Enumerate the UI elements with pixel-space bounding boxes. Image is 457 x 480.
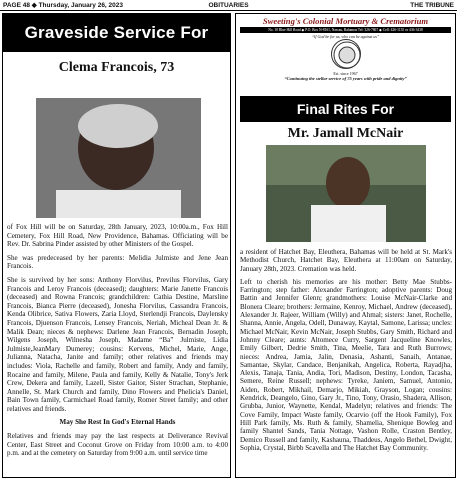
mortuary-seal-logo <box>331 39 361 69</box>
rest-line: May She Rest In God's Eternal Hands <box>59 418 176 427</box>
established-line: Est. since 1967 <box>333 71 358 76</box>
obituary-clema-francois <box>2 13 231 478</box>
portrait-photo <box>266 145 426 242</box>
viewing-details: Relatives and friends may pay the last respects at Deliverance Revival Center, East Street and Coconut Grove on Friday from 10:00 a.m. to 4:00 p.m. and at the cemetery on Saturday from 9:00 a.m. until service time <box>7 432 228 458</box>
obituary-text <box>7 223 228 463</box>
mortuary-tagline: “Continuing the stellar service of 75 years with pride and dignity” <box>284 76 407 81</box>
deceased-name: Clema Francois, 73 <box>58 60 175 75</box>
survived-by: She is survived by her sons: Anthony Florvilus, Previlus Florvilus, Gary Francois and Leroy Francois (deceased); daughters: Marie Janette Francois (deceased) and Rowna Francois; grandchildren: Cathia Destine, Marsline Francois, Bianca Pierre (deceased), Jonesha Florvilus, Cassandra Francois, Kenda Olibrice, Sativa Flowers, Zaria Lloyd, Sterlendji Francois, Daylensky Francois, Djuenson Francois, Lensey Francois, Neriah, Micheal Dean Jr. & Malik Dean; nieces & nephews: Darlene Jean Francois, Bernadin Joseph, Wilgens Joseph, Wilnesha Joseph, Madame “Ba” Julmiste, Lidia Julmiste,JeanMary Dumerey; cousins: Kervens, Michel, Marie, Ange, Julianna, Natacha, Janite and family; other relatives and friends may includes: Viola, Rachelle and family, Robert and family, Andy and family, Rocaine and family, Milene, Paula and family, Kelly & Natalie, Tony's Jerk Crew, Dekera and family, Lazell, Sister Gaitor, Sister Strachan, Stephanie, Annelle, St. Mark Church and family, Dino Flowers and Phelicia's Daniel, Bain Town family, Carmichael Road family, Romer Street family; and other relatives and friends. <box>7 275 228 413</box>
service-details: of Fox Hill will be on Saturday, 28th January, 2023, 10:00a.m., Fox Hill Cemetery, Fox Hill Road, New Providence, Bahamas. Officiating will be Rev. Dr. Sabrina Pinder assisted by other Ministers of the Gospel. <box>7 223 228 249</box>
deceased-name: Mr. Jamall McNair <box>287 126 404 141</box>
service-banner: Graveside Service For <box>3 14 230 52</box>
predeceased-by: She was predeceased by her parents: Melidia Julmiste and Jene Jean Francois. <box>7 253 228 271</box>
masthead <box>0 0 457 10</box>
paper-name: THE TRIBUNE <box>410 1 454 9</box>
service-details: a resident of Hatchet Bay, Eleuthera, Bahamas will be held at St. Mark's Methodist Church, Hatchet Bay, Eleuthera at 11:00am on Saturday, January 28th, 2023. Cremation was held. <box>240 248 452 273</box>
obituary-text <box>240 248 452 457</box>
service-banner: Final Rites For <box>240 96 451 122</box>
survived-by: Left to cherish his memories are his mother: Betty Mae Stubbs-Farrington; step father: Alexander Farrington; adoptive parents: Doug Battin and Jennifer Glenn; grandmothers: Louise McNair-Clarke and Blonera Cleare; brothers: Jermaine, Kenroy, Michael, Andrew (deceased), Alexander Jr. Rajeer, William (Willy) and Ahmal; sisters: Janet, Rochelle, Shanna, Annie, Angela, Odell, Dunaway, Kaytal, Samone, Larissa; uncles: Michael McNair, Kevin McNair, Joseph Stubbs, Gary Smith, Richard and Johnny Cleare; aunts: Altomece Curry, Sargent Jacqueline Knowles, Emily Gilbert, Dedrie Smith, Tina, Meelie, Tara and Ruth Burrows; nieces: Andrea, Jamia, Jalin, Denasia, Ashanti, Sanaih, Antanae, Samantae, Skylar, Candace, Benjanikah, Angelica, Roberta, Rayadjha, Alexis, Tanaja, Tania, Andia, Tori, Madison, Destiny, London, Tacasha, Semere, Reine Russell; nephews: Tyreke, Janiem, Samuel, Antonio, Aiden, Robert, Mikhail, Demarjo, Mikiah, Grayson, Logan; cousins: Kendrick, Deangelo, Gino, Gary Jr., Tino, Tony, Orasio, Shadera, Allison, Grubba, Junior, Waynette, Kendal, Madelyn; relatives and friends: The Cove Family, Impact Waste family, Ocarvio (off the Hook Family), Fox Hill Park family, Ms. Ruth & family, Shamelia, Shenique Bowleg and family Shantel Sands, Tania Nottage, Vashon Rolle, Craston Bentley, Demico Russell and family, Kashauna, Thaddeus, Angelo Bethel, Dwight, Sophia, Crystal, Birbb Scavella and The Hatchet Bay Community. <box>240 277 452 452</box>
mortuary-name: Sweeting's Colonial Mortuary & Crematorium <box>262 16 429 26</box>
portrait-photo <box>36 98 201 218</box>
section-title: OBITUARIES <box>208 1 249 9</box>
page-date: PAGE 48 ◆ Thursday, January 26, 2023 <box>3 2 124 9</box>
mortuary-address: No. 10 Blue Hill Road ◆ P.O. Box N-8161, Nassau, Bahamas Tel: 326-7867 ◆ Cell: 426-1155 or 436-3438 <box>240 27 451 33</box>
masthead-divider <box>0 10 457 11</box>
mortuary-header <box>236 14 455 87</box>
obituary-jamall-mcnair <box>235 13 456 478</box>
mortuary-motto: “If God be for us, who can be against us” <box>311 34 380 39</box>
